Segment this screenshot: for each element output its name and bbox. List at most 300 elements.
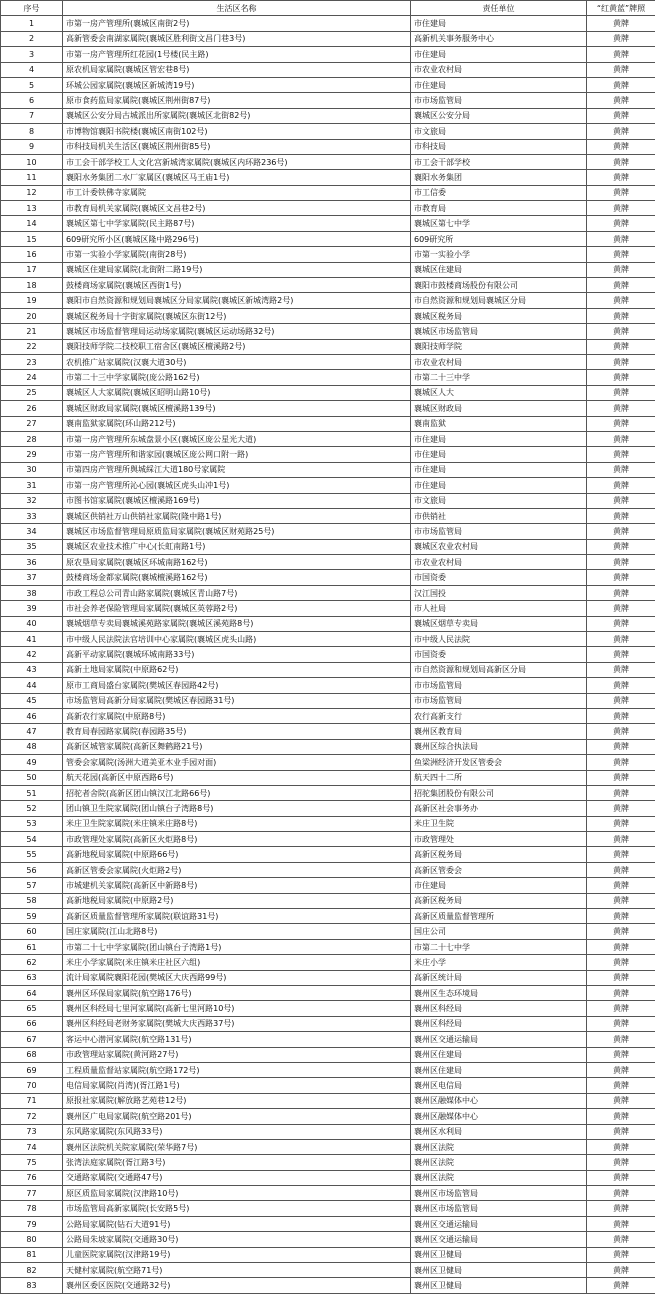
cell-badge: 黄牌 (587, 1170, 655, 1185)
cell-badge: 黄牌 (587, 1124, 655, 1139)
cell-badge: 黄牌 (587, 1201, 655, 1216)
cell-seq: 62 (1, 955, 63, 970)
cell-seq: 57 (1, 878, 63, 893)
cell-badge: 黄牌 (587, 308, 655, 323)
cell-badge: 黄牌 (587, 662, 655, 677)
cell-name: 原市工商局盛台家属院(樊城区春园路42号) (63, 678, 411, 693)
cell-unit: 市住建局 (411, 431, 587, 446)
cell-name: 市教育局机关家属院(襄城区文昌巷2号) (63, 201, 411, 216)
cell-unit: 襄阳水务集团 (411, 170, 587, 185)
cell-name: 高新平动家属院(襄城环城南路33号) (63, 647, 411, 662)
cell-badge: 黄牌 (587, 1078, 655, 1093)
table-row (1, 647, 655, 662)
table-row (1, 1093, 655, 1108)
cell-badge: 黄牌 (587, 154, 655, 169)
cell-unit: 市自然资源和规划局高新区分局 (411, 662, 587, 677)
cell-unit: 市市场监管局 (411, 93, 587, 108)
cell-badge: 黄牌 (587, 1247, 655, 1262)
cell-seq: 37 (1, 570, 63, 585)
cell-unit: 高新区质量监督管理所 (411, 909, 587, 924)
cell-unit: 襄城区农业农村局 (411, 539, 587, 554)
cell-seq: 19 (1, 293, 63, 308)
cell-seq: 11 (1, 170, 63, 185)
cell-seq: 56 (1, 862, 63, 877)
cell-seq: 61 (1, 939, 63, 954)
cell-name: 市第一房产管理所红花园(1号楼(民主路) (63, 47, 411, 62)
table-row (1, 139, 655, 154)
cell-name: 市第四房产管理所舆城綵江大道180号家属院 (63, 462, 411, 477)
cell-name: 管委会家属院(汤洲大道美亚木业手园对面) (63, 755, 411, 770)
cell-seq: 12 (1, 185, 63, 200)
cell-seq: 44 (1, 678, 63, 693)
cell-name: 市工会干部学校工人文化宫新城湾家属院(襄城区内环路236号) (63, 154, 411, 169)
cell-seq: 21 (1, 324, 63, 339)
cell-unit: 市第二十七中学 (411, 939, 587, 954)
cell-unit: 市国资委 (411, 570, 587, 585)
cell-unit: 襄州区住建局 (411, 1062, 587, 1077)
cell-name: 市城建机关家属院(高新区中新路8号) (63, 878, 411, 893)
cell-name: 团山镇卫生院家属院(团山镇台子湾路8号) (63, 801, 411, 816)
cell-unit: 市第一实验小学 (411, 247, 587, 262)
table-row (1, 570, 655, 585)
table-row (1, 1032, 655, 1047)
header-name: 生活区名称 (63, 1, 411, 16)
cell-badge: 黄牌 (587, 524, 655, 539)
cell-unit: 市住建局 (411, 462, 587, 477)
cell-seq: 55 (1, 847, 63, 862)
cell-seq: 59 (1, 909, 63, 924)
cell-unit: 市国资委 (411, 647, 587, 662)
cell-seq: 13 (1, 201, 63, 216)
cell-badge: 黄牌 (587, 1155, 655, 1170)
cell-unit: 市住建局 (411, 447, 587, 462)
cell-name: 天健村家属院(航空路71号) (63, 1263, 411, 1278)
cell-seq: 16 (1, 247, 63, 262)
cell-badge: 黄牌 (587, 570, 655, 585)
cell-badge: 黄牌 (587, 986, 655, 1001)
cell-name: 市第一实验小学家属院(南街28号) (63, 247, 411, 262)
cell-unit: 襄城区财政局 (411, 401, 587, 416)
cell-name: 襄阳水务集团二水厂家属区(襄城区马王庙1号) (63, 170, 411, 185)
cell-badge: 黄牌 (587, 955, 655, 970)
cell-unit: 鱼梁洲经济开发区管委会 (411, 755, 587, 770)
cell-unit: 市自然资源和规划局襄城区分局 (411, 293, 587, 308)
cell-name: 招驼者舍院(高新区团山镇汉江北路66号) (63, 785, 411, 800)
table-row (1, 1001, 655, 1016)
cell-seq: 83 (1, 1278, 63, 1293)
table-row (1, 1263, 655, 1278)
cell-unit: 市住建局 (411, 878, 587, 893)
cell-badge: 黄牌 (587, 431, 655, 446)
cell-seq: 48 (1, 739, 63, 754)
cell-name: 襄城区市场监督管理局原质监局家属院(襄城区财苑路25号) (63, 524, 411, 539)
cell-name: 高新区管委会家属院(火炬路2号) (63, 862, 411, 877)
table-row (1, 524, 655, 539)
table-row (1, 755, 655, 770)
cell-seq: 78 (1, 1201, 63, 1216)
cell-seq: 81 (1, 1247, 63, 1262)
cell-seq: 27 (1, 416, 63, 431)
cell-badge: 黄牌 (587, 216, 655, 231)
cell-badge: 黄牌 (587, 616, 655, 631)
table-row (1, 493, 655, 508)
cell-unit: 市工会干部学校 (411, 154, 587, 169)
cell-seq: 42 (1, 647, 63, 662)
cell-seq: 40 (1, 616, 63, 631)
cell-badge: 黄牌 (587, 1278, 655, 1293)
table-row (1, 585, 655, 600)
cell-badge: 黄牌 (587, 62, 655, 77)
cell-name: 市第一房产管理所东城盘景小区(襄城区庞公星光大道) (63, 431, 411, 446)
cell-seq: 47 (1, 724, 63, 739)
cell-badge: 黄牌 (587, 1216, 655, 1231)
cell-unit: 市科技局 (411, 139, 587, 154)
cell-seq: 9 (1, 139, 63, 154)
cell-badge: 黄牌 (587, 401, 655, 416)
cell-unit: 襄州区电信局 (411, 1078, 587, 1093)
cell-unit: 襄州区交通运输局 (411, 1232, 587, 1247)
cell-seq: 7 (1, 108, 63, 123)
cell-seq: 32 (1, 493, 63, 508)
cell-badge: 黄牌 (587, 185, 655, 200)
cell-unit: 襄城区烟草专卖局 (411, 616, 587, 631)
cell-seq: 39 (1, 601, 63, 616)
cell-seq: 26 (1, 401, 63, 416)
cell-badge: 黄牌 (587, 539, 655, 554)
table-row (1, 693, 655, 708)
cell-badge: 黄牌 (587, 755, 655, 770)
cell-unit: 农行高新支行 (411, 708, 587, 723)
cell-badge: 黄牌 (587, 585, 655, 600)
cell-badge: 黄牌 (587, 970, 655, 985)
cell-badge: 黄牌 (587, 508, 655, 523)
table-row (1, 508, 655, 523)
cell-badge: 黄牌 (587, 801, 655, 816)
cell-name: 高新地税局家属院(中原路2号) (63, 893, 411, 908)
cell-unit: 航天四十二所 (411, 770, 587, 785)
table-row (1, 1062, 655, 1077)
cell-badge: 黄牌 (587, 555, 655, 570)
cell-badge: 黄牌 (587, 1232, 655, 1247)
table-row (1, 124, 655, 139)
cell-seq: 25 (1, 385, 63, 400)
cell-name: 高新区质量监督管理所家属院(联谊路31号) (63, 909, 411, 924)
cell-unit: 市农业农村局 (411, 555, 587, 570)
cell-seq: 20 (1, 308, 63, 323)
table-row (1, 939, 655, 954)
table-row (1, 1247, 655, 1262)
cell-name: 市博物馆襄阳书院楼(襄城区南街102号) (63, 124, 411, 139)
cell-seq: 80 (1, 1232, 63, 1247)
table-row (1, 1232, 655, 1247)
cell-unit: 高新区统计局 (411, 970, 587, 985)
cell-name: 原区质监局家属院(汉津路10号) (63, 1186, 411, 1201)
cell-unit: 襄州区融媒体中心 (411, 1093, 587, 1108)
cell-unit: 襄州区科经局 (411, 1001, 587, 1016)
cell-name: 襄州区环保局家属院(航空路176号) (63, 986, 411, 1001)
cell-badge: 黄牌 (587, 816, 655, 831)
cell-unit: 襄州区交通运输局 (411, 1032, 587, 1047)
cell-name: 电信局家属院(肖湾)(胥江路1号) (63, 1078, 411, 1093)
cell-unit: 襄南监狱 (411, 416, 587, 431)
cell-name: 襄城区第七中学家属院(民主路87号) (63, 216, 411, 231)
cell-name: 教育局春园路家属院(春园路35号) (63, 724, 411, 739)
cell-unit: 襄州区住建局 (411, 1047, 587, 1062)
cell-badge: 黄牌 (587, 909, 655, 924)
cell-unit: 国庄公司 (411, 924, 587, 939)
cell-badge: 黄牌 (587, 1139, 655, 1154)
cell-seq: 82 (1, 1263, 63, 1278)
cell-name: 襄州区法院机关院家属院(荣华路7号) (63, 1139, 411, 1154)
cell-name: 襄阳技师学院二技校职工宿舍区(襄城区檀溪路2号) (63, 339, 411, 354)
cell-seq: 4 (1, 62, 63, 77)
cell-name: 原农垦局家属院(襄城区环城南路162号) (63, 555, 411, 570)
cell-badge: 黄牌 (587, 478, 655, 493)
cell-unit: 襄州区卫健局 (411, 1263, 587, 1278)
cell-name: 市科技局机关生活区(襄城区荆州街85号) (63, 139, 411, 154)
cell-unit: 襄州区生态环境局 (411, 986, 587, 1001)
cell-name: 市社会养老保险管理局家属院(襄城区英蓉路2号) (63, 601, 411, 616)
cell-seq: 10 (1, 154, 63, 169)
table-row (1, 555, 655, 570)
table-row (1, 801, 655, 816)
cell-unit: 高新区社会事务办 (411, 801, 587, 816)
cell-badge: 黄牌 (587, 832, 655, 847)
cell-seq: 70 (1, 1078, 63, 1093)
cell-name: 客运中心潜河家属院(航空路131号) (63, 1032, 411, 1047)
cell-badge: 黄牌 (587, 862, 655, 877)
cell-name: 市工计委铁佛寺家属院 (63, 185, 411, 200)
cell-name: 流计局家属院襄阳花园(樊城区大庆西路99号) (63, 970, 411, 985)
cell-seq: 1 (1, 16, 63, 31)
cell-seq: 49 (1, 755, 63, 770)
cell-seq: 36 (1, 555, 63, 570)
cell-name: 襄州区广电局家属院(航空路201号) (63, 1109, 411, 1124)
cell-name: 高新区城管家属院(高新区舞鹤路21号) (63, 739, 411, 754)
cell-name: 襄城烟草专卖局襄城溪苑路家属院(襄城区溪苑路8号) (63, 616, 411, 631)
table-row (1, 154, 655, 169)
cell-unit: 襄州区法院 (411, 1170, 587, 1185)
cell-unit: 襄城区第七中学 (411, 216, 587, 231)
cell-unit: 襄州区市场监管局 (411, 1186, 587, 1201)
table-row (1, 308, 655, 323)
cell-unit: 市文旅局 (411, 493, 587, 508)
table-row (1, 1139, 655, 1154)
cell-badge: 黄牌 (587, 878, 655, 893)
cell-name: 鼓楼商场金都家属院(襄城檀溪路162号) (63, 570, 411, 585)
cell-unit: 高新机关事务服务中心 (411, 31, 587, 46)
table-row (1, 278, 655, 293)
cell-badge: 黄牌 (587, 447, 655, 462)
cell-seq: 76 (1, 1170, 63, 1185)
cell-name: 航天花园(高新区中原西路6号) (63, 770, 411, 785)
cell-name: 环城公园家属院(襄城区新城湾19号) (63, 77, 411, 92)
cell-unit: 市市场监管局 (411, 524, 587, 539)
cell-unit: 襄州区市场监管局 (411, 1201, 587, 1216)
table-row (1, 878, 655, 893)
cell-unit: 市住建局 (411, 16, 587, 31)
table-row (1, 216, 655, 231)
table-row (1, 1155, 655, 1170)
cell-name: 襄城区住建局家属院(北街附二路19号) (63, 262, 411, 277)
cell-unit: 高新区税务局 (411, 847, 587, 862)
cell-name: 公路局朱坡家属院(交通路30号) (63, 1232, 411, 1247)
cell-badge: 黄牌 (587, 1032, 655, 1047)
cell-badge: 黄牌 (587, 1016, 655, 1031)
table-row (1, 1216, 655, 1231)
table-row (1, 416, 655, 431)
cell-seq: 72 (1, 1109, 63, 1124)
cell-unit: 襄城区公安分局 (411, 108, 587, 123)
table-row (1, 170, 655, 185)
table-header-row (1, 1, 655, 16)
cell-unit: 襄州区卫健局 (411, 1247, 587, 1262)
cell-unit: 襄州区科经局 (411, 1016, 587, 1031)
table-row (1, 708, 655, 723)
cell-badge: 黄牌 (587, 785, 655, 800)
cell-name: 襄城区市场监督管理局运动场家属院(襄城区运动场路32号) (63, 324, 411, 339)
table-row (1, 1078, 655, 1093)
cell-unit: 襄阳市鼓楼商场股份有限公司 (411, 278, 587, 293)
table-row (1, 1278, 655, 1293)
table-row (1, 324, 655, 339)
cell-unit: 汉江国投 (411, 585, 587, 600)
cell-name: 襄城区农业技术推广中心(长虹南路1号) (63, 539, 411, 554)
cell-badge: 黄牌 (587, 47, 655, 62)
header-badge: “红黄蓝”牌照 (587, 1, 655, 16)
cell-seq: 24 (1, 370, 63, 385)
cell-seq: 3 (1, 47, 63, 62)
cell-seq: 33 (1, 508, 63, 523)
cell-name: 原农机局家属院(襄城区管宏巷8号) (63, 62, 411, 77)
header-seq: 序号 (1, 1, 63, 16)
cell-name: 儿童医院家属院(汉津路19号) (63, 1247, 411, 1262)
cell-badge: 黄牌 (587, 262, 655, 277)
cell-seq: 34 (1, 524, 63, 539)
cell-unit: 襄州区教育局 (411, 724, 587, 739)
cell-unit: 市第二十三中学 (411, 370, 587, 385)
cell-unit: 市供销社 (411, 508, 587, 523)
cell-seq: 30 (1, 462, 63, 477)
cell-unit: 襄州区综合执法局 (411, 739, 587, 754)
cell-badge: 黄牌 (587, 678, 655, 693)
cell-name: 襄城区公安分局古城派出所家属院(襄城区北街82号) (63, 108, 411, 123)
cell-seq: 73 (1, 1124, 63, 1139)
cell-unit: 市市场监管局 (411, 693, 587, 708)
table-row (1, 231, 655, 246)
cell-seq: 71 (1, 1093, 63, 1108)
table-row (1, 739, 655, 754)
table-row (1, 77, 655, 92)
table-row (1, 447, 655, 462)
table-row (1, 909, 655, 924)
table-row (1, 247, 655, 262)
cell-badge: 黄牌 (587, 370, 655, 385)
cell-badge: 黄牌 (587, 201, 655, 216)
cell-badge: 黄牌 (587, 724, 655, 739)
cell-name: 襄城区税务局十字街家属院(襄城区东街12号) (63, 308, 411, 323)
cell-seq: 46 (1, 708, 63, 723)
table-row (1, 339, 655, 354)
cell-badge: 黄牌 (587, 939, 655, 954)
cell-badge: 黄牌 (587, 1093, 655, 1108)
cell-badge: 黄牌 (587, 601, 655, 616)
cell-seq: 75 (1, 1155, 63, 1170)
cell-name: 襄阳市自然资源和规划局襄城区分局家属院(襄城区新城湾路2号) (63, 293, 411, 308)
cell-badge: 黄牌 (587, 354, 655, 369)
table-row (1, 354, 655, 369)
cell-badge: 黄牌 (587, 1109, 655, 1124)
cell-unit: 襄城区人大 (411, 385, 587, 400)
cell-unit: 招驼集团股份有限公司 (411, 785, 587, 800)
cell-name: 市政工程总公司青山路家属院(襄城区青山路7号) (63, 585, 411, 600)
cell-seq: 23 (1, 354, 63, 369)
cell-seq: 43 (1, 662, 63, 677)
cell-name: 鼓楼商场家属院(襄城区西街1号) (63, 278, 411, 293)
cell-unit: 襄州区卫健局 (411, 1278, 587, 1293)
cell-name: 交通路家属院(交通路47号) (63, 1170, 411, 1185)
cell-seq: 65 (1, 1001, 63, 1016)
cell-name: 市图书馆家属院(襄城区檀溪路169号) (63, 493, 411, 508)
cell-name: 公路局家属院(钻石大道91号) (63, 1216, 411, 1231)
cell-badge: 黄牌 (587, 893, 655, 908)
table-row (1, 1186, 655, 1201)
header-unit: 责任单位 (411, 1, 587, 16)
table-row (1, 832, 655, 847)
table-row (1, 955, 655, 970)
table-row (1, 431, 655, 446)
cell-unit: 市教育局 (411, 201, 587, 216)
cell-seq: 52 (1, 801, 63, 816)
cell-unit: 米庄小学 (411, 955, 587, 970)
cell-badge: 黄牌 (587, 339, 655, 354)
table-row (1, 1201, 655, 1216)
cell-seq: 74 (1, 1139, 63, 1154)
cell-seq: 6 (1, 93, 63, 108)
table-row (1, 662, 655, 677)
cell-badge: 黄牌 (587, 293, 655, 308)
cell-badge: 黄牌 (587, 16, 655, 31)
cell-unit: 米庄卫生院 (411, 816, 587, 831)
table-row (1, 1170, 655, 1185)
cell-unit: 市工信委 (411, 185, 587, 200)
cell-badge: 黄牌 (587, 231, 655, 246)
cell-seq: 29 (1, 447, 63, 462)
cell-seq: 18 (1, 278, 63, 293)
cell-seq: 17 (1, 262, 63, 277)
cell-seq: 38 (1, 585, 63, 600)
cell-badge: 黄牌 (587, 632, 655, 647)
cell-name: 市第二十七中学家属院(团山镇台子湾路1号) (63, 939, 411, 954)
cell-unit: 襄州区交通运输局 (411, 1216, 587, 1231)
table-row (1, 1016, 655, 1031)
table-row (1, 970, 655, 985)
table-row (1, 201, 655, 216)
table-row (1, 924, 655, 939)
cell-unit: 襄阳技师学院 (411, 339, 587, 354)
cell-badge: 黄牌 (587, 1263, 655, 1278)
cell-seq: 58 (1, 893, 63, 908)
cell-badge: 黄牌 (587, 708, 655, 723)
cell-seq: 28 (1, 431, 63, 446)
cell-seq: 66 (1, 1016, 63, 1031)
cell-name: 高新地税局家属院(中原路66号) (63, 847, 411, 862)
cell-seq: 41 (1, 632, 63, 647)
table-row (1, 1124, 655, 1139)
cell-name: 襄城区财政局家属院(襄城区檀溪路139号) (63, 401, 411, 416)
cell-unit: 市农业农村局 (411, 354, 587, 369)
cell-unit: 襄城区税务局 (411, 308, 587, 323)
